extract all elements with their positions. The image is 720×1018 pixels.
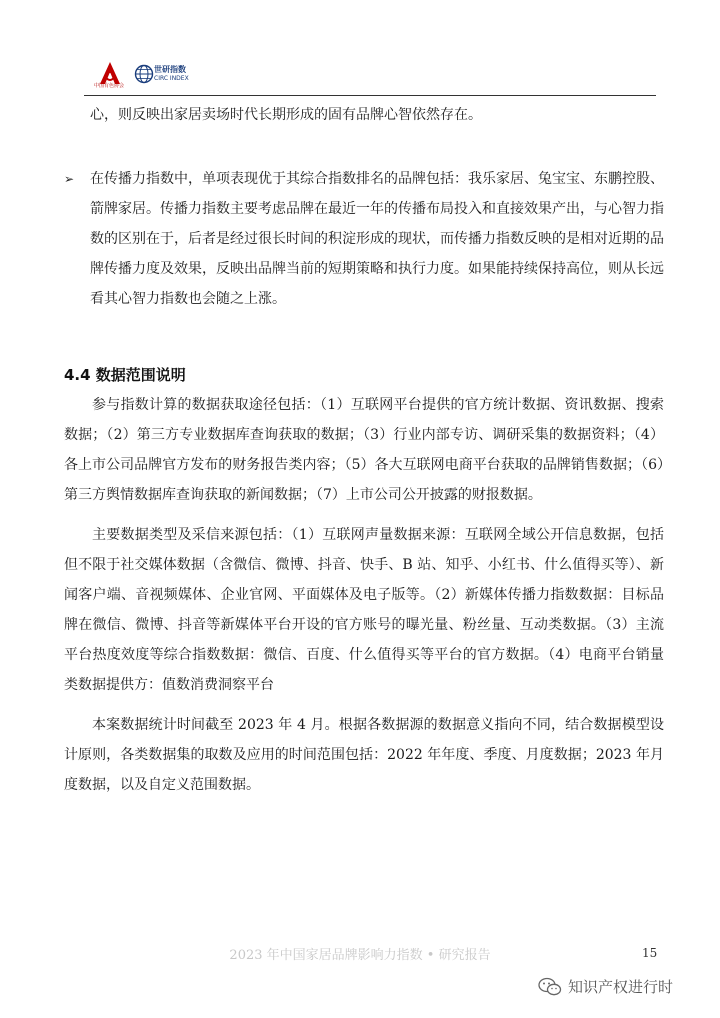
index-logo-subtitle: CIRC INDEX: [154, 75, 189, 82]
page-number: 15: [642, 946, 658, 960]
wechat-watermark: [538, 976, 673, 997]
wechat-icon: [538, 977, 562, 997]
footer-title: 2023 年中国家居品牌影响力指数 • 研究报告: [229, 948, 491, 963]
bullet-paragraph: 在传播力指数中，单项表现优于其综合指数排名的品牌包括：我乐家居、兔宝宝、东鹏控股、箭牌家居。传播力指数主要考虑品牌在最近一年的传播布局投入和直接效果产出，与心智力指数的区别在于，后者是经过很长时间的积淀形成的现状，而传播力指数反映的是相对近期的品牌传播力度及效果，反映出品牌当前的短期策略和执行力度。如果能持续保持高位，则从长远看其心智力指数也会随之上涨。: [90, 171, 664, 307]
bullet-list-item: [64, 164, 664, 314]
continuation-paragraph: 心，则反映出家居卖场时代长期形成的固有品牌心智依然存在。: [90, 107, 482, 123]
document-body: [64, 100, 664, 800]
association-logo-text: 中国有色协会: [94, 83, 125, 89]
body-paragraph: 参与指数计算的数据获取途径包括：（1）互联网平台提供的官方统计数据、资讯数据、搜索数据；（2）第三方专业数据库查询获取的数据；（3）行业内部专访、调研采集的数据资料；（4）各上市公司品牌官方发布的财务报告类内容；（5）各大互联网电商平台获取的品牌销售数据；（6）第三方舆情数据库查询获取的新闻数据；（7）上市公司公开披露的财报数据。: [64, 397, 664, 503]
body-paragraph: 主要数据类型及采信来源包括：（1）互联网声量数据来源：互联网全域公开信息数据，包括但不限于社交媒体数据（含微信、微博、抖音、快手、B 站、知乎、小红书、什么值得买等）、新闻客户端、音视频媒体、企业官网、平面媒体及电子版等。（2）新媒体传播力指数数据：目标品牌在微信、微博、抖音等新媒体平台开设的官方账号的曝光量、粉丝量、互动类数据。（3）主流平台热度效度等综合指数数据：微信、百度、什么值得买等平台的官方数据。（4）电商平台销量类数据提供方：值数消费洞察平台: [64, 527, 664, 693]
arrow-bullet-icon: ➢: [64, 172, 75, 186]
page-header: [94, 58, 656, 96]
index-logo-name: 世研指数: [154, 65, 186, 74]
header-divider: [84, 95, 656, 96]
body-paragraph: 本案数据统计时间截至 2023 年 4 月。根据各数据源的数据意义指向不同，结合数据模型设计原则，各类数据集的取数及应用的时间范围包括：2022 年年度、季度、月度数据；2023 年月度数据，以及自定义范围数据。: [64, 717, 664, 793]
watermark-text: 知识产权进行时: [568, 978, 674, 996]
globe-logo-icon: [134, 64, 154, 84]
section-heading: 4.4 数据范围说明: [64, 366, 186, 384]
